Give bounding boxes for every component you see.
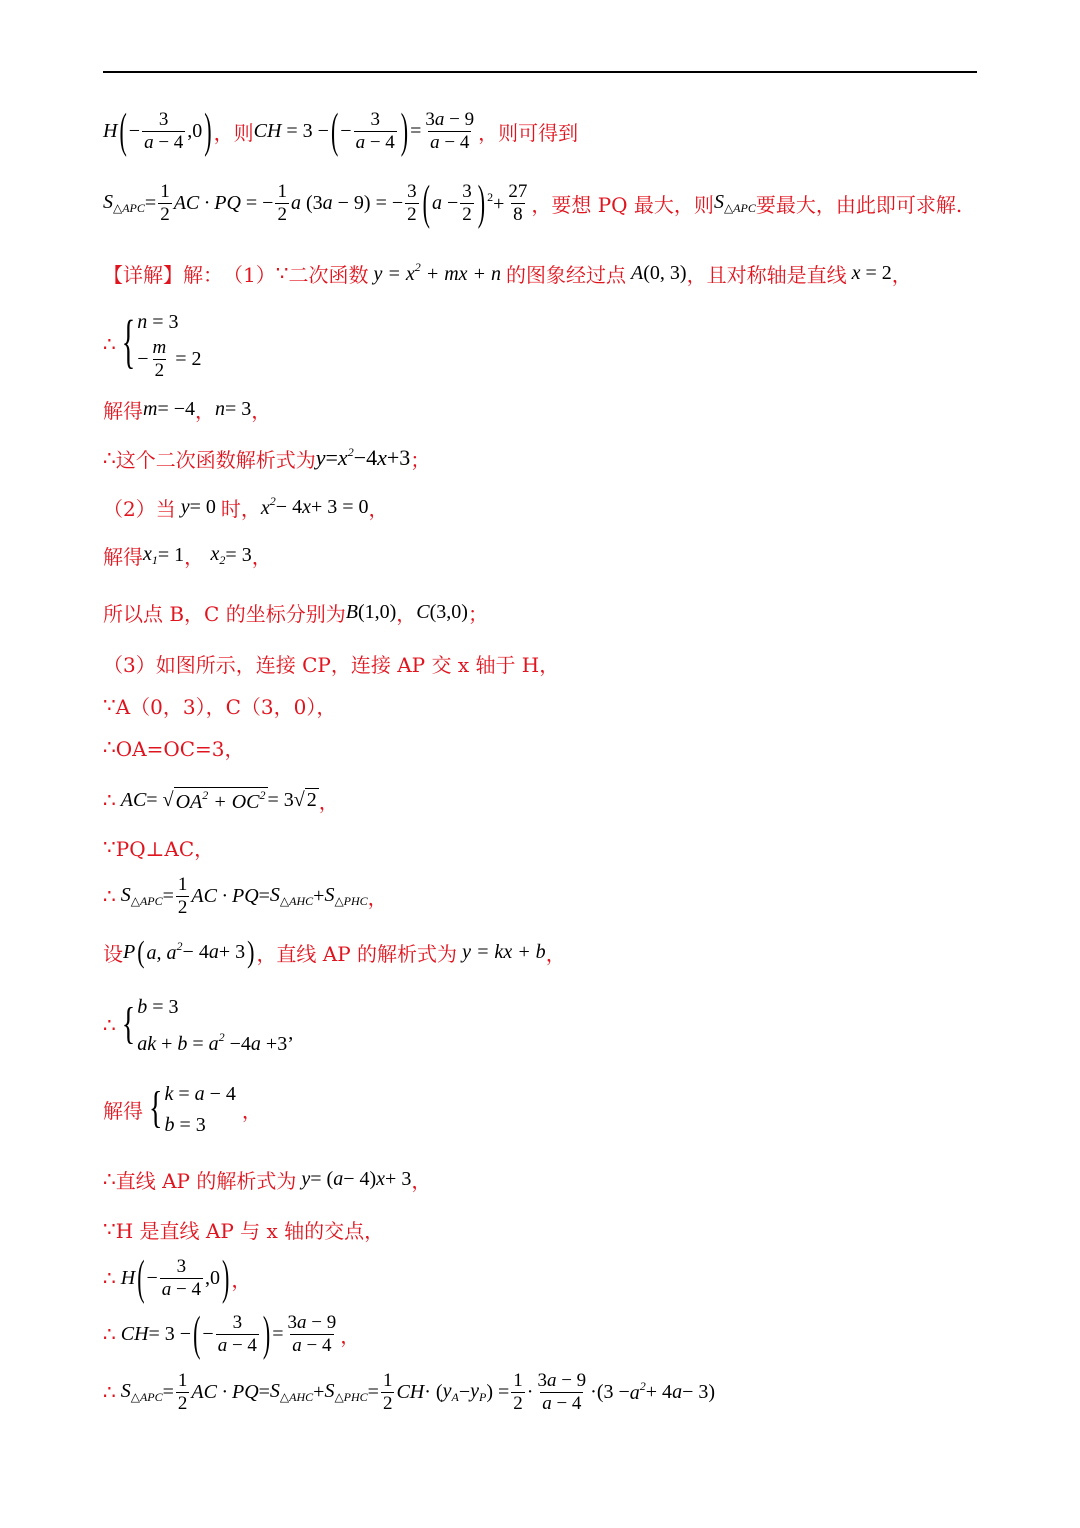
- line-set-p: 设 P ( a, $a^2$ − 4 a + 3 ) ，直线 AP 的解析式为 y = kx + b ，: [103, 933, 566, 969]
- line-h-ch: H ( − $\frac{3}{a - 4}$ ,0 ) ，则 CH = 3 − ( − $\frac{3}{a - 4}$ ) = $\frac{3a - 9}{a - 4}$ ，则可得到: [103, 102, 579, 158]
- line-ac: ∴ AC = √ $OA^2 + OC^2$ = 3√ 2 ，: [103, 787, 339, 814]
- line-pts: ∵ A（0，3），C（3，0），: [103, 693, 337, 719]
- line-s-final: ∴ $S_{\triangle APC}$ = $\frac{1}{2}$ AC · PQ = $S_{\triangle AHC}$ + $S_{\triangle PHC}$ = $\frac{1}{2}$ CH · ( $y_A$ − $y_P$ ) = $\frac{1}{2}$ · $\frac{3a - 9}{a - 4}$ ·(3 − $a^2$ + 4 a − 3): [103, 1369, 716, 1414]
- line-solve-mn: 解得 m = −4 ， n = 3 ，: [103, 397, 272, 423]
- line-h-is: ∵ H 是直线 AP 与 x 轴的交点，: [103, 1217, 385, 1243]
- line-pq-perp: ∵ PQ⊥AC，: [103, 835, 215, 861]
- line-ch: ∴ CH = 3 − ( − $\frac{3}{a - 4}$ ) = $\frac{3a - 9}{a - 4}$ ，: [103, 1305, 361, 1361]
- system-mn: ∴ { n = 3 − $\frac{m}{2}$ = 2: [103, 310, 202, 381]
- line-oa-oc: ∴ OA=OC=3，: [103, 735, 245, 761]
- system-kb: ∴ { b = 3 ak + $b = a^2 -4a +3$’: [103, 996, 294, 1055]
- line-ap-expr: ∴ 直线 AP 的解析式为 y = ( a − 4) x + 3 ，: [103, 1167, 432, 1193]
- line-solve-x: 解得 $x_1$ = 1 ， $x_2$ = 3 ，: [103, 542, 272, 569]
- line-q3: （3）如图所示，连接 CP，连接 AP 交 x 轴于 H，: [103, 652, 560, 677]
- line-q2: （2）当 y = 0 时， $x^2$ − 4 x + 3 = 0 ，: [103, 494, 389, 521]
- line-s-sum: ∴ $S_{\triangle APC}$ = $\frac{1}{2}$ AC · PQ = $S_{\triangle AHC}$ + $S_{\triangle PHC}$ ，: [103, 873, 388, 918]
- line-h-coord: ∴ H ( − $\frac{3}{a - 4}$ ,0 ) ，: [103, 1249, 252, 1305]
- line-bc: 所以点 B，C 的坐标分别为 B (1,0) ， C (3,0) ；: [103, 600, 488, 626]
- line-s-apc-formula: $S_{\triangle APC}$ = $\frac{1}{2}$ AC · PQ = − $\frac{1}{2}$ a (3a − 9) = − $\frac{3}{2}$ ( a − $\frac{3}{2}$ ) $^2$+ $\frac{27}{8}$ ，要想 PQ 最大，则 $S_{\triangle APC}$ 要最大，由此即可求解.: [103, 174, 963, 230]
- line-expr: ∴ 这个二次函数解析式为 y = $x^2$ −4 x +3 ；: [103, 445, 431, 472]
- system-solve-kb: 解得 { k = a − 4 b = 3 ，: [103, 1083, 262, 1136]
- line-detail-q1: 【详解】 解： （1） ∵ 二次函数 $y = x^2$ + mx + n 的图象经过点 A (0, 3) ，且对称轴是直线 x = 2 ，: [103, 260, 912, 287]
- header-rule: [103, 71, 977, 73]
